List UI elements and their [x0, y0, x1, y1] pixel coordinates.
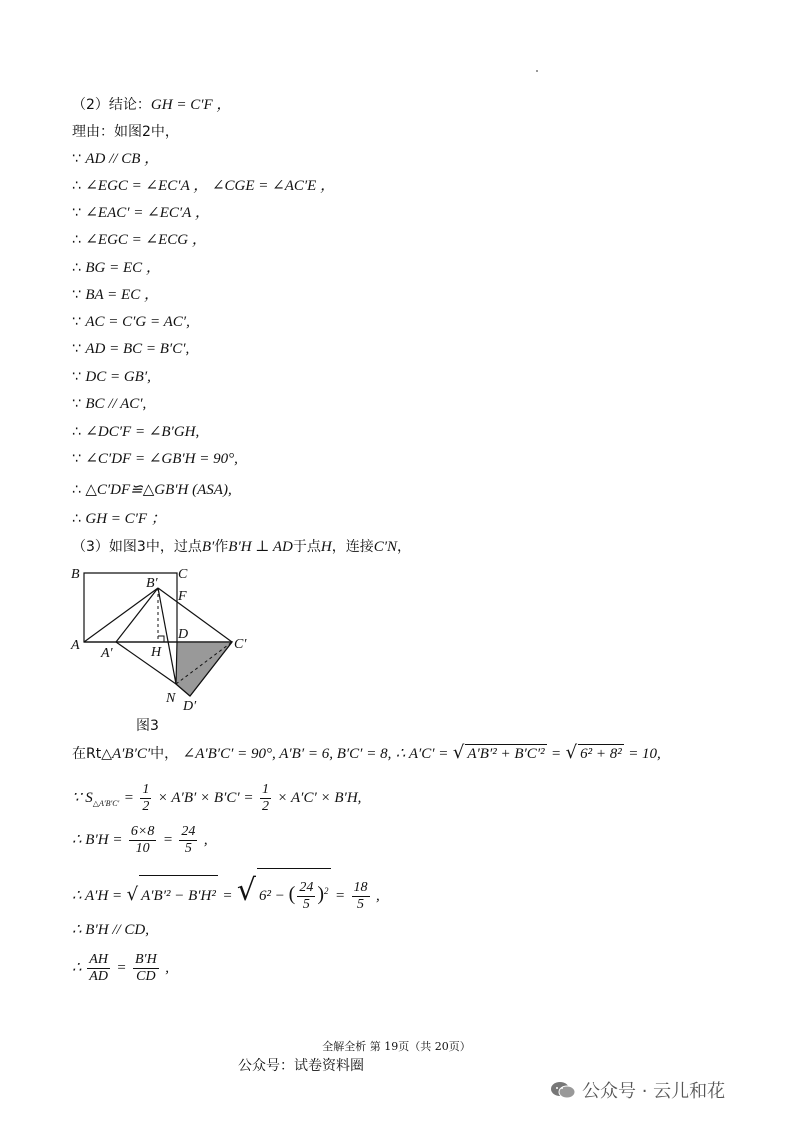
- proof-line-12: ∵ BC // AC′,: [72, 396, 147, 412]
- proof-line-13: ∴ ∠DC′F = ∠B′GH,: [72, 424, 200, 440]
- proof-line-15: ∴ △C′DF≌△GB′H (ASA),: [72, 482, 232, 498]
- segment-ap-bp: [116, 588, 158, 642]
- proof-line-3: ∵ AD // CB ，: [72, 151, 160, 167]
- proof-line-7: ∴ BG = EC ，: [72, 260, 161, 276]
- proof-line-9: ∵ AC = C′G = AC′,: [72, 314, 190, 330]
- label-N: N: [166, 691, 176, 706]
- proof-line-17: （3）如图3中，过点B′作B′H ⊥ AD于点H，连接C′N，: [72, 539, 412, 555]
- ah-line: ∴ A′H = √ A′B′² − B′H² = √ 6² − ( $\frac{24}{5}$ )$^2$ = $\frac{18}{5}$ ,: [72, 868, 380, 916]
- label-C: C: [178, 567, 188, 582]
- label-F: F: [178, 589, 187, 604]
- right-angle-mark: [158, 636, 164, 642]
- shaded-region: [176, 642, 232, 696]
- parallel-line: ∴ B′H // CD,: [72, 922, 149, 938]
- label-A: A: [71, 638, 80, 653]
- label-D: D: [178, 627, 189, 642]
- proof-line-14: ∵ ∠C′DF = ∠GB′H = 90°,: [72, 451, 238, 467]
- segment-a-bp: [84, 588, 158, 642]
- label-Bp: B′: [146, 576, 158, 591]
- speck: [536, 70, 538, 72]
- page-footer: 全解全析 第 19页（共 20页）: [322, 1040, 471, 1053]
- figure-3-diagram: [66, 560, 266, 735]
- proof-line-6: ∴ ∠EGC = ∠ECG ，: [72, 232, 207, 248]
- label-H: H: [151, 645, 162, 660]
- proof-line-10: ∵ AD = BC = B′C′,: [72, 341, 190, 357]
- area-line: ∵ $S_{\triangle A'B'C'}$ = $\frac{1}{2}$ × A′B′ × B′C′ = $\frac{1}{2}$ × A′C′ × B′H,: [72, 781, 362, 814]
- watermark: [550, 1077, 725, 1103]
- proof-line-2: 理由：如图2中，: [72, 124, 179, 140]
- wechat-icon: [550, 1080, 576, 1100]
- label-Dp: D′: [183, 699, 197, 714]
- segment-n-ap: [116, 642, 176, 684]
- bh-line: ∴ B′H = $\frac{6\times 8}{10}$ = $\frac{24}{5}$ ,: [72, 823, 208, 856]
- label-B: B: [71, 567, 80, 582]
- sqrt-sign: √: [565, 742, 578, 763]
- rt-triangle-line: 在Rt△A′B′C′中， ∠A′B′C′ = 90°, A′B′ = 6, B′C′ = 8, ∴ A′C′ = √ A′B′² + B′C′² = √ 6² + 8² = 10,: [72, 742, 661, 763]
- proof-line-4: ∴ ∠EGC = ∠EC′A ， ∠CGE = ∠AC′E ，: [72, 178, 336, 194]
- footer-account: 公众号：试卷资料圈: [238, 1058, 364, 1074]
- label-Ap: A′: [101, 646, 113, 661]
- sqrt-sign: √: [452, 742, 465, 763]
- proof-line-11: ∵ DC = GB′,: [72, 369, 151, 385]
- proof-line-8: ∵ BA = EC ，: [72, 287, 159, 303]
- watermark-text: 公众号 · 云儿和花: [582, 1081, 726, 1102]
- figure-caption: 图3: [136, 718, 159, 734]
- proof-line-1: （2）结论：GH = C′F ，: [72, 97, 232, 113]
- label-Cp: C′: [234, 637, 247, 652]
- proof-line-5: ∵ ∠EAC′ = ∠EC′A ，: [72, 205, 210, 221]
- ratio-line: ∴ $\frac{AH}{AD}$ = $\frac{B'H}{CD}$ ,: [72, 951, 169, 984]
- proof-line-16: ∴ GH = C′F ；: [72, 511, 166, 527]
- segment-bp-cp: [158, 588, 232, 642]
